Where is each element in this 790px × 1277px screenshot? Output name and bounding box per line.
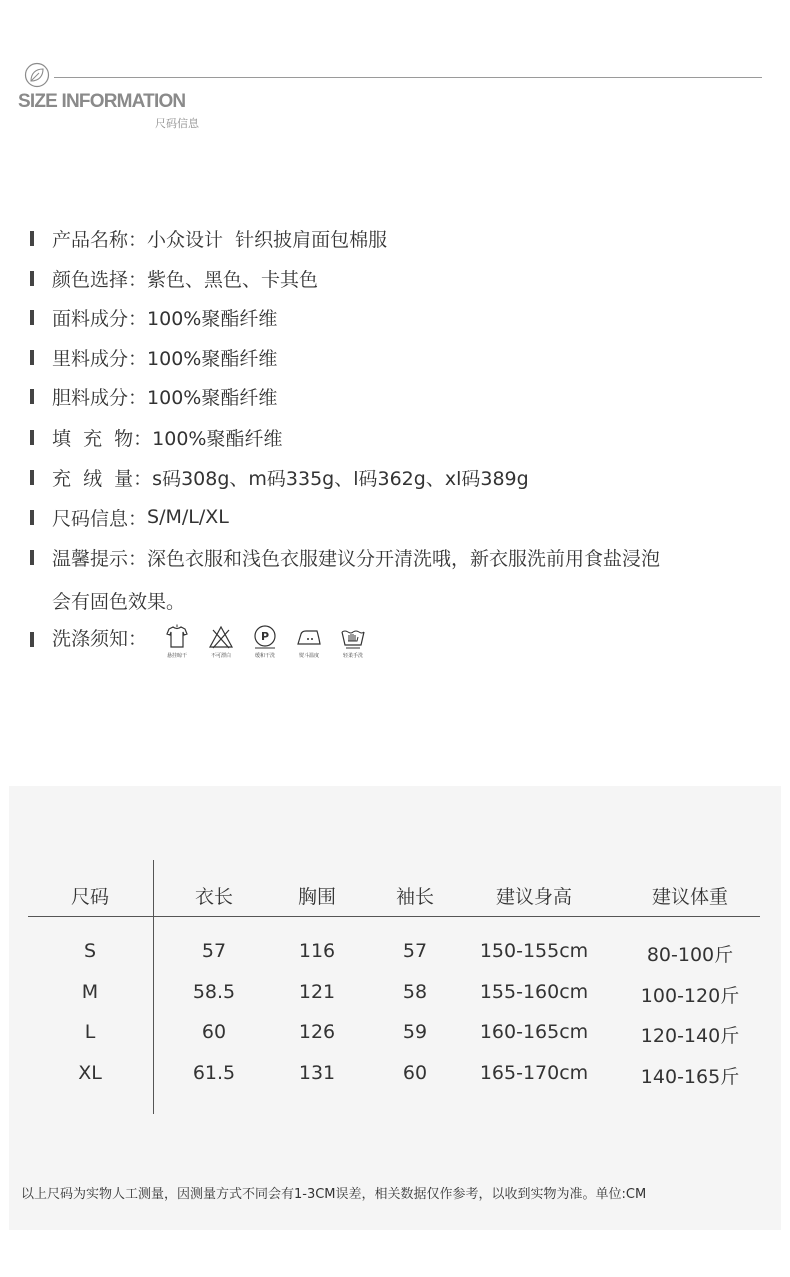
spec-row-lining [30, 342, 277, 372]
bullet-bar [30, 430, 34, 445]
spec-value: S/M/L/XL [147, 506, 229, 528]
gentle-dry-clean-icon [252, 624, 278, 650]
table-cell: 121 [298, 981, 336, 1003]
care-item [155, 624, 199, 659]
spec-row-inner-fabric [30, 381, 277, 411]
table-cell: 140-165斤 [640, 1066, 740, 1088]
table-cell: 57 [402, 940, 428, 962]
table-cell: 57 [201, 940, 227, 962]
table-cell: 60 [402, 1062, 428, 1084]
table-cell: 120-140斤 [640, 1025, 740, 1047]
spec-row-name [30, 223, 387, 253]
table-cell: L [84, 1021, 96, 1043]
section-subtitle: 尺码信息 [155, 117, 199, 130]
table-header-cell: 建议体重 [651, 886, 729, 908]
table-header-cell: 衣长 [194, 886, 234, 908]
bullet-bar [30, 632, 34, 647]
spec-value: 小众设计 针织披肩面包棉服 [147, 228, 388, 251]
table-cell: 58 [402, 981, 428, 1003]
spec-label: 尺码信息： [52, 507, 148, 530]
no-bleach-icon [208, 624, 234, 650]
size-table-panel [9, 786, 781, 1230]
spec-value: 100%聚酯纤维 [147, 307, 278, 330]
table-cell: M [81, 981, 99, 1003]
care-label: 洗涤须知： [52, 628, 148, 650]
care-item-label: 缓和干洗 [255, 653, 276, 659]
care-item-label: 悬挂晾干 [167, 653, 188, 659]
header-divider [54, 77, 762, 78]
spec-value: 100%聚酯纤维 [147, 386, 278, 409]
bullet-bar [30, 470, 34, 485]
spec-label: 产品名称： [52, 228, 148, 251]
care-item-label: 不可漂白 [211, 653, 232, 659]
table-cell: 59 [402, 1021, 428, 1043]
care-item-label: 轻柔手洗 [343, 653, 364, 659]
measurement-footnote: 以上尺码为实物人工测量，因测量方式不同会有1-3CM误差，相关数据仅作参考，以收到实物为准。单位:CM [21, 1187, 647, 1202]
spec-tips-continuation: 会有固色效果。 [52, 591, 186, 613]
spec-label: 胆料成分： [52, 386, 148, 409]
bullet-bar [30, 271, 34, 286]
care-item [199, 624, 243, 659]
bullet-bar [30, 350, 34, 365]
table-cell: 60 [201, 1021, 227, 1043]
care-item [287, 624, 331, 659]
spec-row-filling [30, 422, 283, 452]
bullet-bar [30, 389, 34, 404]
table-header-cell: 尺码 [70, 886, 110, 908]
table-cell: XL [78, 1062, 102, 1084]
svg-text:P: P [260, 630, 270, 643]
size-table [9, 786, 781, 1230]
bullet-bar [30, 510, 34, 525]
bullet-bar [30, 310, 34, 325]
table-cell: 165-170cm [479, 1062, 589, 1084]
gentle-hand-wash-icon [340, 624, 366, 650]
table-header-divider [28, 916, 760, 917]
iron-temperature-icon [296, 624, 322, 650]
table-cell: 116 [298, 940, 336, 962]
table-cell: 131 [298, 1062, 336, 1084]
table-cell: 155-160cm [479, 981, 589, 1003]
table-cell: 58.5 [192, 981, 236, 1003]
table-cell: 126 [298, 1021, 336, 1043]
section-header [0, 0, 790, 140]
spec-label: 填 充 物： [52, 427, 153, 450]
table-cell: 150-155cm [479, 940, 589, 962]
table-column-divider [153, 860, 154, 1114]
spec-value: 100%聚酯纤维 [147, 347, 278, 370]
spec-value: 深色衣服和浅色衣服建议分开清洗哦，新衣服洗前用食盐浸泡 [147, 547, 661, 570]
table-cell: 61.5 [192, 1062, 236, 1084]
spec-row-fill-weight [30, 462, 529, 492]
spec-row-colors [30, 263, 318, 293]
table-cell: S [83, 940, 97, 962]
care-item [331, 624, 375, 659]
spec-value: 紫色、黑色、卡其色 [147, 268, 319, 291]
care-icons [155, 624, 375, 659]
care-item [243, 624, 287, 659]
hang-dry-icon [164, 624, 190, 650]
table-header-cell: 建议身高 [495, 886, 573, 908]
bullet-bar [30, 231, 34, 246]
spec-row-care [30, 624, 375, 674]
spec-label: 温馨提示： [52, 547, 148, 570]
spec-label: 里料成分： [52, 347, 148, 370]
spec-value: 100%聚酯纤维 [152, 427, 283, 450]
table-cell: 160-165cm [479, 1021, 589, 1043]
spec-label: 颜色选择： [52, 268, 148, 291]
table-header-cell: 胸围 [297, 886, 337, 908]
spec-row-fabric [30, 302, 277, 332]
table-cell: 100-120斤 [640, 985, 740, 1007]
table-cell: 80-100斤 [646, 944, 734, 966]
spec-label: 充 绒 量： [52, 467, 153, 490]
spec-label: 面料成分： [52, 307, 148, 330]
spec-row-sizes [30, 502, 229, 532]
table-header-cell: 袖长 [395, 886, 435, 908]
section-title: SIZE INFORMATION [18, 91, 186, 112]
spec-row-tips [30, 542, 660, 572]
bullet-bar [30, 550, 34, 565]
leaf-icon [24, 62, 50, 88]
care-item-label: 熨斗温度 [299, 653, 320, 659]
spec-value: s码308g、m码335g、l码362g、xl码389g [152, 467, 529, 490]
